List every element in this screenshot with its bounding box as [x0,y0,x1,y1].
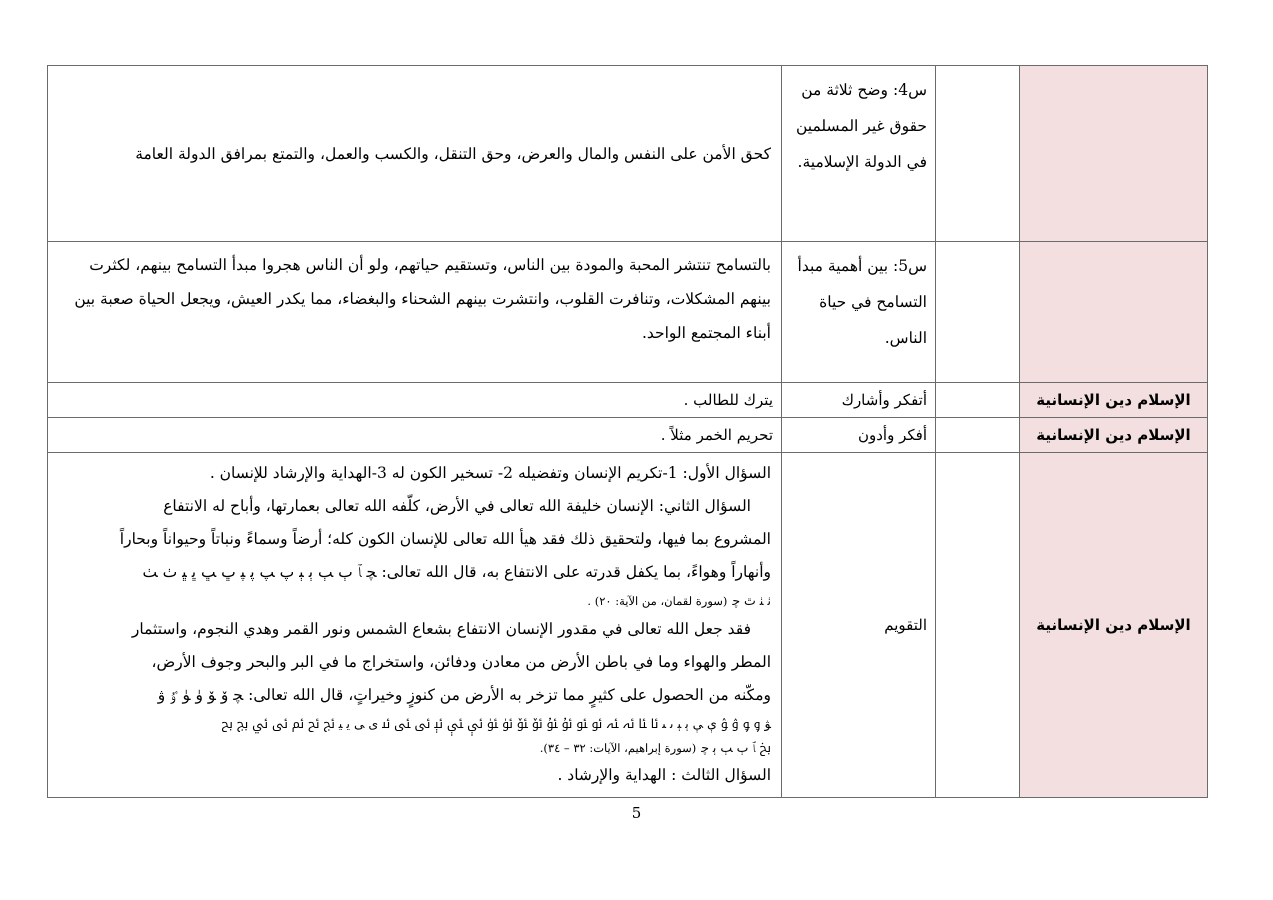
answer-q1: السؤال الأول: 1-تكريم الإنسان وتفضيله 2- تسخير الكون له 3-الهداية والإرشاد للإنسان . [209,464,771,482]
table-row [48,418,1208,453]
lesson-cell [1020,242,1208,383]
answer-cell: كحق الأمن على النفس والمال والعرض، وحق التنقل، والكسب والعمل، والتمتع بمرافق الدولة العامة [48,66,782,242]
answer-q2-line: ومكّنه من الحصول على كثيرٍ مما تزخر به الأرض من كنوزٍ وخيراتٍ، قال الله تعالى: ﭽ ﯙ ﯚ ﯛ ﯜ ﯝ ﯞ [157,686,771,704]
table-row [48,242,1208,383]
question-cell: س5: بين أهمية مبدأ التسامح في حياة الناس. [782,242,936,383]
answers-table [47,65,1208,798]
empty-cell [936,66,1020,242]
question-cell: أتفكر وأشارك [782,383,936,418]
answer-q2-line: وأنهاراً وهواءً، بما يكفل قدرته على الانتفاع به، قال الله تعالى: ﭽ ﭑ ﭒ ﭓ ﭔ ﭕ ﭖ ﭗ ﭘ ﭙ ﭚ ﭛ ﭜ ﭝ ﭞ ﭟ [142,563,771,581]
table-row [48,453,1208,798]
quran-text: ﯟ ﯠ ﯡ ﯢ ﯣ ﯤ ﯥ ﯦ ﯧ ﯨ ﯩ ﯪ ﯫ ﯬ ﯭ ﯮ ﯯ ﯰ ﯱ ﯲ ﯳ ﯴ ﯵ ﯶ ﯷ ﯸ ﯹ ﯺ ﯻ ﯼ ﯽ ﯾ ﯿ ﰀ ﰁ ﰂ ﰃ ﰄ ﰅ ﰆ [221,716,771,731]
question-cell: التقويم [782,453,936,798]
quran-text: ﰇ ﭑ ﭒ ﭓ ﭔ ﭼ [701,740,771,755]
table-row [48,66,1208,242]
answer-q2-line: السؤال الثاني: الإنسان خليفة الله تعالى في الأرض، كلّفه الله تعالى بعمارتها، وأباح له الانتفاع [163,497,751,515]
answer-cell: يترك للطالب . [48,383,782,418]
table-row [48,383,1208,418]
empty-cell [936,418,1020,453]
lesson-cell: الإسلام دين الإنسانية [1020,453,1208,798]
lesson-cell [1020,66,1208,242]
answer-cell [48,453,782,798]
answers-table-container [47,65,1207,798]
answer-q3: السؤال الثالث : الهداية والإرشاد . [557,766,771,784]
question-cell: أفكر وأدون [782,418,936,453]
empty-cell [936,383,1020,418]
page-number: 5 [631,804,642,822]
lesson-cell: الإسلام دين الإنسانية [1020,418,1208,453]
answer-cell: بالتسامح تنتشر المحبة والمودة بين الناس، وتستقيم حياتهم، ولو أن الناس هجروا مبدأ التسامح بينهم، لكثرت بينهم المشكلات، وتنافرت القلوب، وانتشرت بينهم الشحناء والبغضاء، مما يكدر العيش، ويجعل الحياة صعبة بين أبناء المجتمع الواحد. [48,242,782,383]
empty-cell [936,242,1020,383]
lesson-cell: الإسلام دين الإنسانية [1020,383,1208,418]
answer-q2-line: فقد جعل الله تعالى في مقدور الإنسان الانتفاع بشعاع الشمس ونور القمر وهدي النجوم، واستثمار [131,620,751,638]
quran-text: ﭠ ﭡ ﭢ ﭼ [732,593,771,608]
quran-reference: (سورة لقمان، من الآية: ٢٠) . [587,594,728,608]
question-cell: س4: وضح ثلاثة من حقوق غير المسلمين في الدولة الإسلامية. [782,66,936,242]
quran-reference: (سورة إبراهيم، الآيات: ٣٢ – ٣٤). [539,741,697,755]
answer-q2-line: المشروع بما فيها، ولتحقيق ذلك فقد هيأ الله تعالى للإنسان الكون كله؛ أرضاً وسماءً ونباتاً وحيواناً وبحاراً [119,530,771,548]
empty-cell [936,453,1020,798]
answer-q2-line: المطر والهواء وما في باطن الأرض من معادن ودفائن، واستخراج ما في البر والبحر وجوف الأرض، [151,653,771,671]
answer-cell: تحريم الخمر مثلاً . [48,418,782,453]
